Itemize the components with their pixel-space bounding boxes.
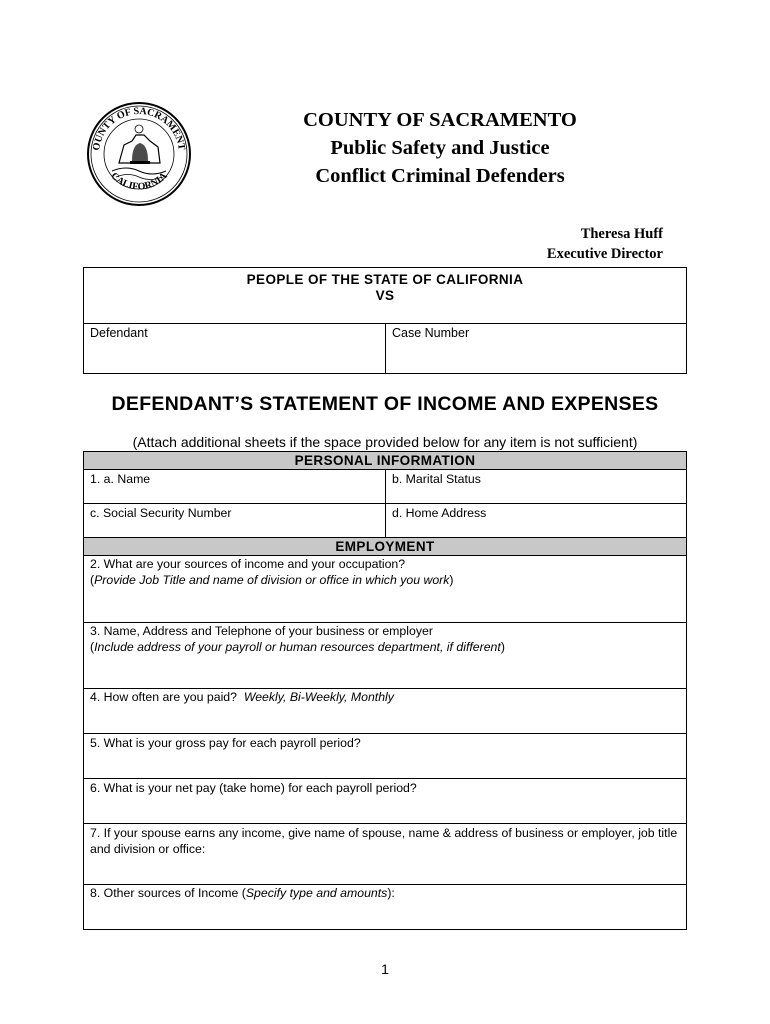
income-form-table — [83, 451, 687, 930]
ssn-field[interactable]: c. Social Security Number — [90, 506, 232, 520]
case-caption-heading — [84, 272, 686, 304]
vs-heading: VS — [375, 288, 395, 303]
gross-pay-field[interactable]: 5. What is your gross pay for each payroll period? — [90, 736, 361, 750]
case-number-field[interactable]: Case Number — [392, 326, 470, 340]
q4-text: 4. How often are you paid? — [90, 690, 237, 704]
director-title: Executive Director — [546, 246, 663, 262]
defendant-field[interactable]: Defendant — [90, 326, 148, 340]
county-name: COUNTY OF SACRAMENTO — [303, 109, 577, 131]
name-field[interactable]: 1. a. Name — [90, 472, 151, 486]
director-name: Theresa Huff — [580, 226, 663, 242]
occupation-field[interactable] — [90, 556, 678, 588]
marital-status-field[interactable]: b. Marital Status — [392, 472, 481, 486]
employment-heading: EMPLOYMENT — [84, 538, 686, 556]
net-pay-field[interactable]: 6. What is your net pay (take home) for each payroll period? — [90, 781, 417, 795]
seal-bottom-text: CALIFORNIA — [108, 170, 170, 193]
attach-note: (Attach additional sheets if the space provided below for any item is not sufficient) — [132, 434, 638, 450]
director-block — [547, 224, 663, 264]
employer-field[interactable] — [90, 623, 678, 655]
page-number: 1 — [381, 961, 389, 977]
other-income-field[interactable]: 8. Other sources of Income (Specify type and amounts): — [90, 886, 395, 900]
q2-text: 2. What are your sources of income and your occupation? — [90, 557, 406, 571]
spouse-income-field[interactable]: 7. If your spouse earns any income, give name of spouse, name & address of business or employer, job title and division or office: — [90, 826, 678, 856]
q2-note: (Provide Job Title and name of division or office in which you work) — [90, 573, 454, 587]
agency-header — [240, 106, 640, 190]
q3-text: 3. Name, Address and Telephone of your business or employer — [90, 624, 433, 638]
department-name: Public Safety and Justice — [330, 137, 550, 159]
people-heading: PEOPLE OF THE STATE OF CALIFORNIA — [246, 272, 524, 287]
case-caption-box — [83, 267, 687, 374]
q4-options: Weekly, Bi-Weekly, Monthly — [243, 690, 394, 704]
office-name: Conflict Criminal Defenders — [315, 165, 565, 187]
home-address-field[interactable]: d. Home Address — [392, 506, 487, 520]
seal-top-text: OUNTY OF SACRAMENT — [91, 105, 187, 152]
pay-frequency-field[interactable] — [90, 689, 678, 705]
form-title: DEFENDANT’S STATEMENT OF INCOME AND EXPENSES — [111, 393, 659, 415]
q3-note: (Include address of your payroll or human resources department, if different) — [90, 640, 505, 654]
svg-text:CALIFORNIA — [108, 170, 170, 193]
personal-information-heading: PERSONAL INFORMATION — [84, 452, 686, 470]
county-seal — [86, 101, 192, 207]
